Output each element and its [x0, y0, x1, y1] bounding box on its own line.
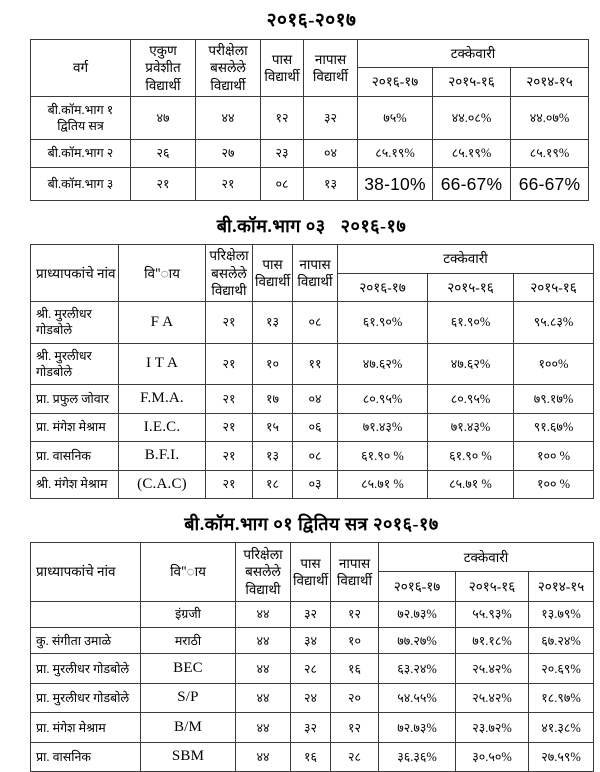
data-cell: ४४.०७%	[511, 96, 589, 140]
header-row	[31, 40, 589, 68]
data-cell: १८.९७%	[529, 683, 594, 713]
row-label-cell: श्री. मंगेश मेश्राम	[31, 470, 119, 499]
data-cell: (C.A.C)	[119, 470, 206, 499]
data-cell: ४४.०८%	[433, 96, 511, 140]
data-cell: २६	[131, 140, 196, 167]
data-cell: २३	[261, 140, 304, 167]
data-cell: ६३.२४%	[379, 654, 456, 684]
data-cell: F A	[119, 302, 206, 344]
table-row	[31, 654, 594, 684]
data-cell: १२	[261, 96, 304, 140]
data-cell: १०० %	[514, 442, 594, 471]
table-row	[31, 302, 594, 344]
data-cell: ४४	[236, 683, 291, 713]
col-header-percentage-group: टक्केवारी	[358, 40, 589, 68]
data-cell: B/M	[141, 713, 236, 743]
col-header-appeared: परीक्षेला बसलेले विद्यार्थी	[196, 40, 261, 97]
data-cell: ७१.४३%	[428, 413, 514, 442]
data-cell: १२	[331, 713, 379, 743]
header-row	[31, 543, 594, 572]
table-row	[31, 628, 594, 654]
data-cell: १३	[253, 302, 293, 344]
data-cell: ९१.६७%	[514, 413, 594, 442]
row-label-cell: कु. संगीता उमाळे	[31, 628, 141, 654]
data-cell: ६१.९० %	[338, 442, 428, 471]
data-cell: १००%	[514, 343, 594, 385]
data-cell: २३.७२%	[456, 713, 529, 743]
data-cell: ८५.१९%	[433, 140, 511, 167]
data-cell: S/P	[141, 683, 236, 713]
data-cell: २७	[196, 140, 261, 167]
col-header-year-2015-16: २०१५-१६	[456, 572, 529, 601]
data-cell: १३	[253, 442, 293, 471]
data-cell: 66-67%	[511, 167, 589, 201]
data-cell: इंग्रजी	[141, 601, 236, 627]
data-cell: ०८	[293, 442, 338, 471]
data-cell: २८	[331, 742, 379, 772]
data-cell: ७२.७३%	[379, 713, 456, 743]
col-header-year-2016-17: २०१६-१७	[379, 572, 456, 601]
col-header-year-2016-17: २०१६-१७	[358, 68, 433, 96]
col-header-pass: पास विद्यार्थी	[261, 40, 304, 97]
table-row	[31, 413, 594, 442]
col-header-pass: पास विद्यार्थी	[291, 543, 331, 602]
table-row	[31, 470, 594, 499]
row-label-cell: प्रा. प्रफुल जोवार	[31, 385, 119, 414]
data-cell: ३२	[304, 96, 358, 140]
data-cell: ०८	[261, 167, 304, 201]
data-cell: ४७.६२%	[338, 343, 428, 385]
table-body	[31, 96, 589, 201]
table-row	[31, 742, 594, 772]
row-label-cell: बी.कॉम.भाग १ द्वितिय सत्र	[31, 96, 131, 140]
row-label-cell: श्री. मुरलीधर गोडबोले	[31, 302, 119, 344]
data-cell: 38-10%	[358, 167, 433, 201]
data-cell: ६१.९० %	[428, 442, 514, 471]
data-cell: F.M.A.	[119, 385, 206, 414]
data-cell: २१	[206, 343, 253, 385]
data-cell: ४४	[196, 96, 261, 140]
data-cell: २०	[331, 683, 379, 713]
data-cell: ४४	[236, 654, 291, 684]
data-cell: ०४	[304, 140, 358, 167]
data-cell: ४४	[236, 601, 291, 627]
data-cell: १५	[253, 413, 293, 442]
table-header	[31, 40, 589, 97]
col-header-percentage-group: टक्केवारी	[379, 543, 594, 572]
section-title-part3: बी.कॉम.भाग ०३ २०१६-१७	[216, 216, 407, 237]
col-header-year-2015-16: २०१५-१६	[433, 68, 511, 96]
col-header-year-2014-15: २०१४-१५	[529, 572, 594, 601]
data-cell: ०८	[293, 302, 338, 344]
data-cell: SBM	[141, 742, 236, 772]
data-cell: ८५.७१ %	[338, 470, 428, 499]
col-header-pass: पास विद्यार्थी	[253, 245, 293, 302]
data-cell: B.F.I.	[119, 442, 206, 471]
data-cell: ७१.१८%	[456, 628, 529, 654]
data-cell: ८०.९५%	[338, 385, 428, 414]
data-cell: ६१.९०%	[428, 302, 514, 344]
data-cell: ४४	[236, 628, 291, 654]
table-row	[31, 713, 594, 743]
data-cell: २१	[131, 167, 196, 201]
col-header-fail: नापास विद्यार्थी	[331, 543, 379, 602]
col-header-admitted: एकुण प्रवेशीत विद्यार्थी	[131, 40, 196, 97]
data-cell: १६	[331, 654, 379, 684]
data-cell: १६	[291, 742, 331, 772]
data-cell: २४	[291, 683, 331, 713]
data-cell: १०० %	[514, 470, 594, 499]
page-title-year: २०१६-२०१७	[266, 10, 357, 31]
data-cell: ४४	[236, 742, 291, 772]
class-summary-table	[30, 39, 589, 201]
data-cell: २१	[206, 442, 253, 471]
row-label-cell: प्रा. वासनिक	[31, 442, 119, 471]
table-row	[31, 385, 594, 414]
data-cell: १८	[253, 470, 293, 499]
data-cell: ७५%	[358, 96, 433, 140]
data-cell: १३	[304, 167, 358, 201]
data-cell: ०६	[293, 413, 338, 442]
data-cell: २७.५९%	[529, 742, 594, 772]
row-label-cell: श्री. मुरलीधर गोडबोले	[31, 343, 119, 385]
data-cell: १२	[331, 601, 379, 627]
col-header-subject: वि"ाय	[119, 245, 206, 302]
data-cell: BEC	[141, 654, 236, 684]
row-label-cell: प्रा. मंगेश मेश्राम	[31, 713, 141, 743]
row-label-cell: बी.कॉम.भाग २	[31, 140, 131, 167]
data-cell: २१	[206, 302, 253, 344]
table-row	[31, 683, 594, 713]
row-label-cell	[31, 601, 141, 627]
data-cell: ७९.१७%	[514, 385, 594, 414]
data-cell: १०	[331, 628, 379, 654]
data-cell: १०	[253, 343, 293, 385]
table-row	[31, 442, 594, 471]
col-header-professor-name: प्राध्यापकांचे नांव	[31, 245, 119, 302]
table-body	[31, 302, 594, 499]
data-cell: ९५.८३%	[514, 302, 594, 344]
data-cell: ३०.५०%	[456, 742, 529, 772]
table-row	[31, 96, 589, 140]
col-header-appeared: परिक्षेला बसलेले विद्याथी	[236, 543, 291, 602]
section-title-part1: बी.कॉम.भाग ०१ द्वितिय सत्र २०१६-१७	[184, 514, 439, 535]
data-cell: 66-67%	[433, 167, 511, 201]
data-cell: ६७.२४%	[529, 628, 594, 654]
data-cell: ८५.१९%	[511, 140, 589, 167]
row-label-cell: बी.कॉम.भाग ३	[31, 167, 131, 201]
col-header-class: वर्ग	[31, 40, 131, 97]
col-header-appeared: परिक्षेला बसलेले विद्याथी	[206, 245, 253, 302]
data-cell: ३६.३६%	[379, 742, 456, 772]
col-header-professor-name: प्राध्यापकांचे नांव	[31, 543, 141, 602]
row-label-cell: प्रा. मुरलीधर गोडबोले	[31, 654, 141, 684]
col-header-percentage-group: टक्केवारी	[338, 245, 594, 273]
table-row	[31, 167, 589, 201]
data-cell: २१	[196, 167, 261, 201]
data-cell: ६१.९०%	[338, 302, 428, 344]
col-header-year-2014-15: २०१४-१५	[511, 68, 589, 96]
data-cell: मराठी	[141, 628, 236, 654]
header-row	[31, 245, 594, 273]
data-cell: ११	[293, 343, 338, 385]
table-row	[31, 343, 594, 385]
data-cell: ८५.१९%	[358, 140, 433, 167]
data-cell: ८०.९५%	[428, 385, 514, 414]
data-cell: ८५.७१ %	[428, 470, 514, 499]
data-cell: ५४.५५%	[379, 683, 456, 713]
row-label-cell: प्रा. वासनिक	[31, 742, 141, 772]
table-row	[31, 601, 594, 627]
col-header-year-2016-17: २०१६-१७	[338, 273, 428, 301]
col-header-fail: नापास विद्यार्थी	[293, 245, 338, 302]
data-cell: ४४	[236, 713, 291, 743]
data-cell: ५५.९३%	[456, 601, 529, 627]
data-cell: ३२	[291, 713, 331, 743]
data-cell: २१	[206, 470, 253, 499]
table-row	[31, 140, 589, 167]
row-label-cell: प्रा. मुरलीधर गोडबोले	[31, 683, 141, 713]
col-header-year-2015-16-b: २०१५-१६	[514, 273, 594, 301]
data-cell: २१	[206, 385, 253, 414]
data-cell: १७	[253, 385, 293, 414]
data-cell: १३.७९%	[529, 601, 594, 627]
data-cell: २०.६९%	[529, 654, 594, 684]
data-cell: २८	[291, 654, 331, 684]
row-label-cell: प्रा. मंगेश मेश्राम	[31, 413, 119, 442]
part1-faculty-results-table	[30, 542, 594, 772]
data-cell: ७७.२७%	[379, 628, 456, 654]
data-cell: I T A	[119, 343, 206, 385]
col-header-fail: नापास विद्यार्थी	[304, 40, 358, 97]
data-cell: ३२	[291, 601, 331, 627]
col-header-year-2015-16: २०१५-१६	[428, 273, 514, 301]
data-cell: ७२.७३%	[379, 601, 456, 627]
data-cell: २५.४२%	[456, 683, 529, 713]
table-header	[31, 245, 594, 302]
data-cell: ०४	[293, 385, 338, 414]
table-header	[31, 543, 594, 602]
data-cell: I.E.C.	[119, 413, 206, 442]
data-cell: ०३	[293, 470, 338, 499]
data-cell: २५.४२%	[456, 654, 529, 684]
data-cell: ४७.६२%	[428, 343, 514, 385]
data-cell: २१	[206, 413, 253, 442]
data-cell: ३४	[291, 628, 331, 654]
data-cell: ४७	[131, 96, 196, 140]
table-body	[31, 601, 594, 772]
data-cell: ७१.४३%	[338, 413, 428, 442]
col-header-subject: वि"ाय	[141, 543, 236, 602]
part3-faculty-results-table	[30, 244, 594, 499]
data-cell: ४१.३८%	[529, 713, 594, 743]
